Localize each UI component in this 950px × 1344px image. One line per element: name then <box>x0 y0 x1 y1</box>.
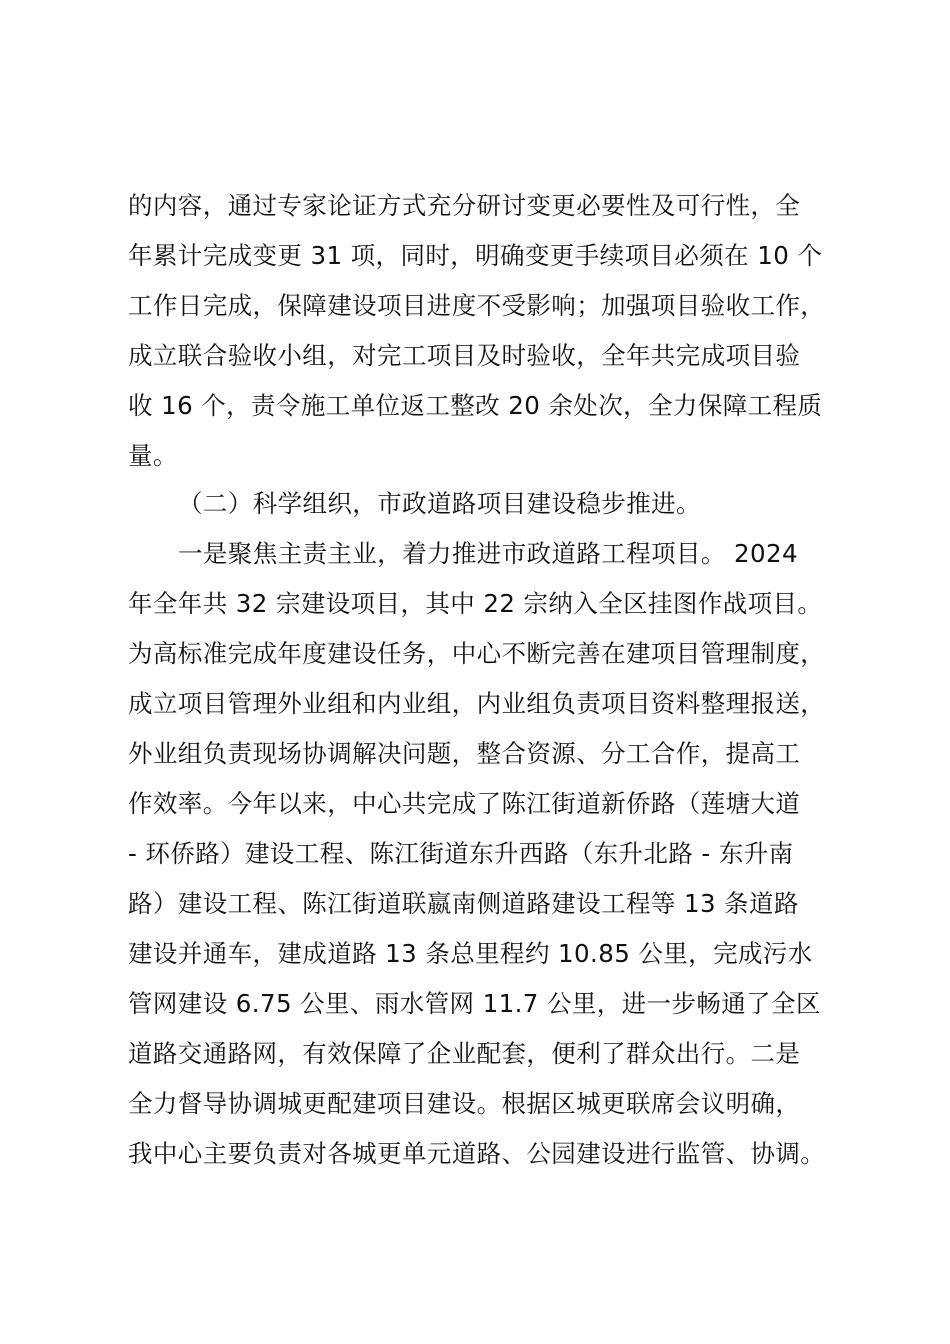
text-line: 收 16 个，责令施工单位返工整改 20 余处次，全力保障工程质 <box>128 391 823 420</box>
text-line: 年全年共 32 宗建设项目，其中 22 宗纳入全区挂图作战项目。 <box>128 589 823 618</box>
text-line: 为高标准完成年度建设任务，中心不断完善在建项目管理制度， <box>128 639 826 668</box>
text-line: 外业组负责现场协调解决问题，整合资源、分工合作，提高工 <box>128 739 801 768</box>
text-line: 量。 <box>128 441 178 470</box>
text-line: 成立联合验收小组，对完工项目及时验收，全年共完成项目验 <box>128 341 801 370</box>
text-line: 年累计完成变更 31 项，同时，明确变更手续项目必须在 10 个 <box>128 241 823 270</box>
paragraph-first-line: 一是聚焦主责主业，着力推进市政道路工程项目。 2024 <box>178 539 798 568</box>
section-heading: （二）科学组织，市政道路项目建设稳步推进。 <box>178 489 701 518</box>
text-line: 作效率。今年以来，中心共完成了陈江街道新侨路（莲塘大道 <box>128 789 801 818</box>
text-line: 成立项目管理外业组和内业组，内业组负责项目资料整理报送， <box>128 689 826 718</box>
text-line: - 环侨路）建设工程、陈江街道东升西路（东升北路 - 东升南 <box>128 839 794 868</box>
text-line: 的内容，通过专家论证方式充分研讨变更必要性及可行性，全 <box>128 191 801 220</box>
text-line: 全力督导协调城更配建项目建设。根据区城更联席会议明确， <box>128 1089 801 1118</box>
text-line: 管网建设 6.75 公里、雨水管网 11.7 公里，进一步畅通了全区 <box>128 989 821 1018</box>
text-line: 道路交通路网，有效保障了企业配套，便利了群众出行。二是 <box>128 1039 801 1068</box>
text-line: 路）建设工程、陈江街道联嬴南侧道路建设工程等 13 条道路 <box>128 889 799 918</box>
text-line: 工作日完成，保障建设项目进度不受影响；加强项目验收工作， <box>128 291 826 320</box>
text-line: 我中心主要负责对各城更单元道路、公园建设进行监管、协调。 <box>128 1139 826 1168</box>
text-line: 建设并通车，建成道路 13 条总里程约 10.85 公里，完成污水 <box>128 939 813 968</box>
